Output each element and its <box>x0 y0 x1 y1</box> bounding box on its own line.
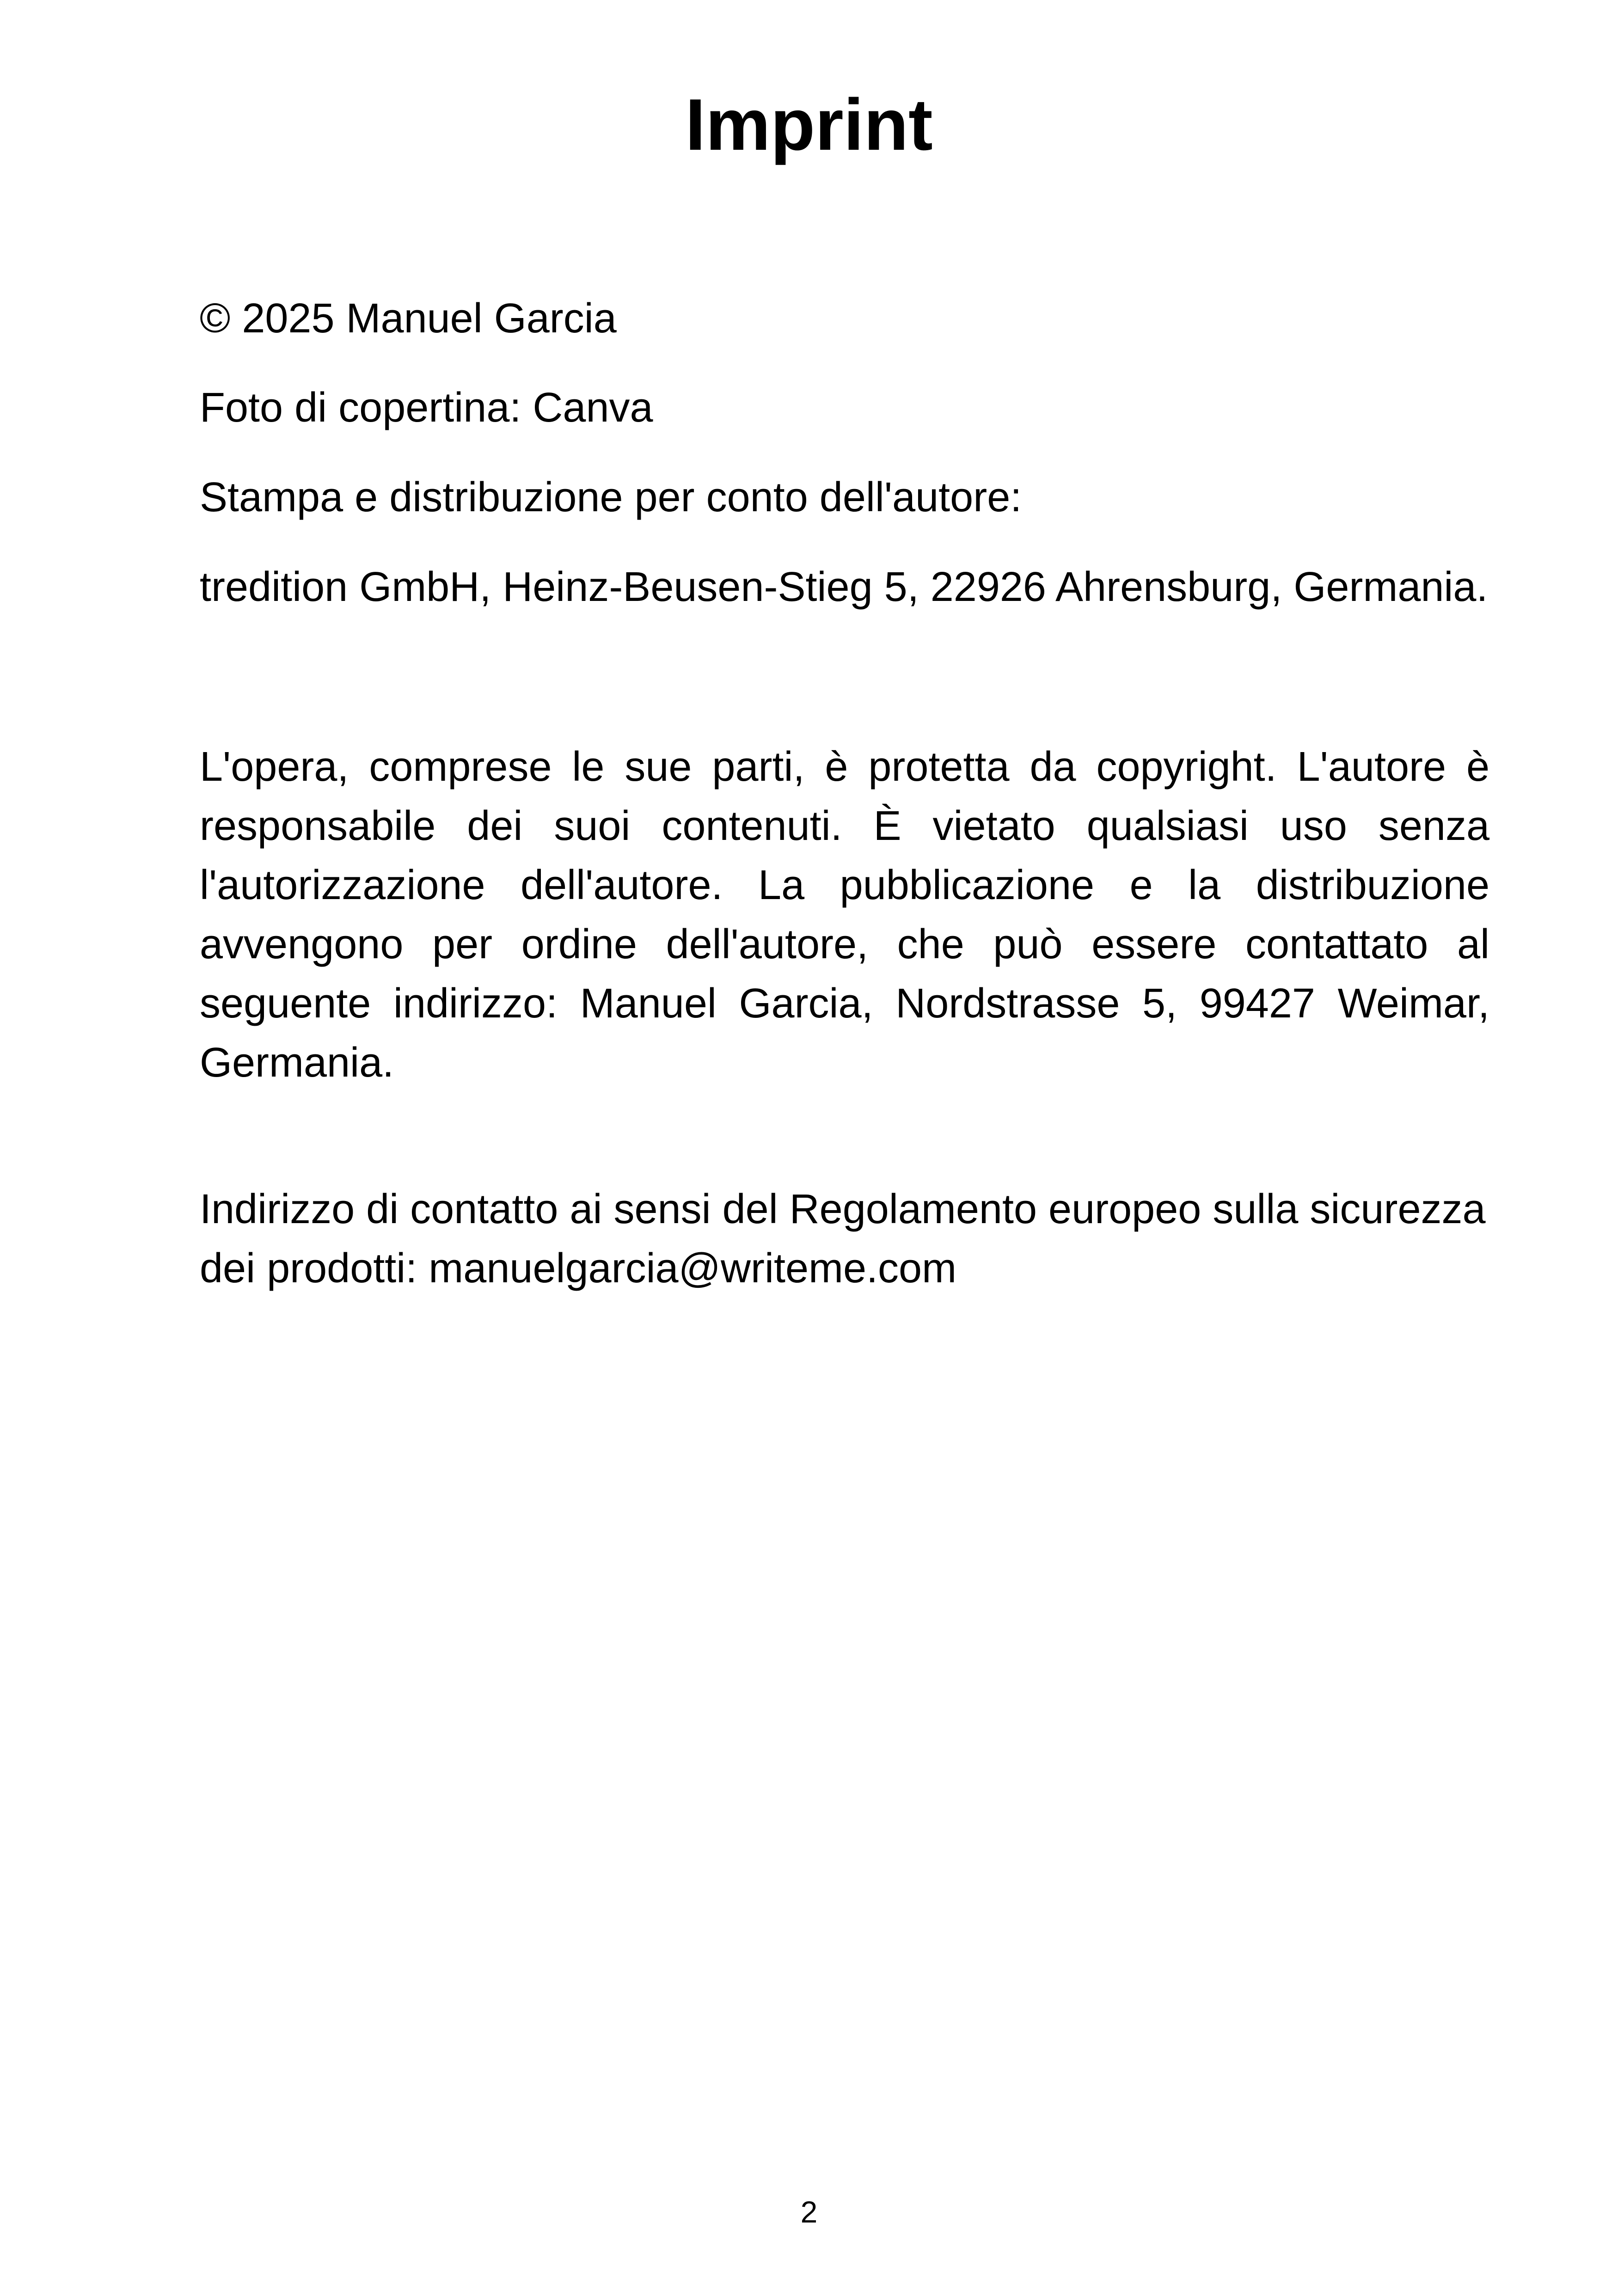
distribution-address: tredition GmbH, Heinz-Beusen-Stieg 5, 22926 Ahrensburg, Germania. <box>200 564 1488 610</box>
safety-contact-paragraph: Indirizzo di contatto ai sensi del Regolamento europeo sulla sicurezza dei prodotti: manuelgarcia@writeme.com <box>200 1186 1486 1292</box>
copyright-notice-paragraph: L'opera, comprese le sue parti, è protetta da copyright. L'autore è responsabile dei suoi contenuti. È vietato qualsiasi uso senza l'autorizzazione dell'autore. La pubblicazione e la distribuzione avvengono per ordine dell'autore, che può essere contattato al seguente indirizzo: Manuel Garcia, Nordstrasse 5, 99427 Weimar, Germania. <box>200 744 1489 1086</box>
page-title: Imprint <box>685 84 933 165</box>
copyright-line: © 2025 Manuel Garcia <box>200 295 617 342</box>
page-number: 2 <box>800 2195 818 2229</box>
distribution-heading: Stampa e distribuzione per conto dell'autore: <box>200 474 1022 520</box>
cover-photo-credit: Foto di copertina: Canva <box>200 385 653 431</box>
